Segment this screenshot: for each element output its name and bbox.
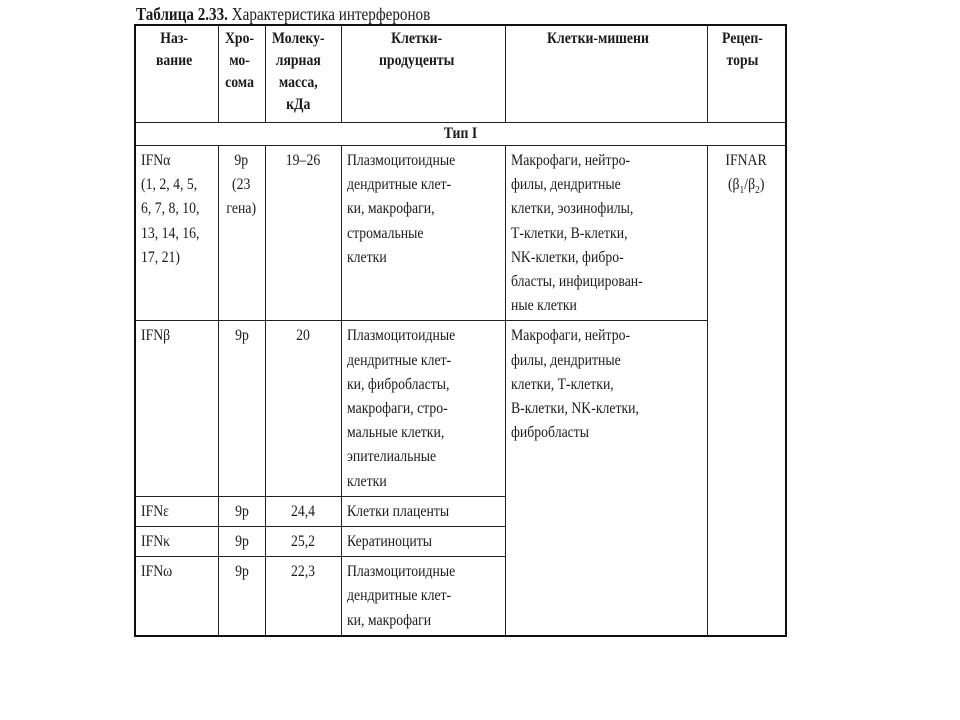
cell-name: IFNε — [135, 496, 218, 526]
cell-mass: 25,2 — [265, 527, 341, 557]
cell-chromosome: 9p (23 гена) — [218, 146, 265, 321]
header-row — [135, 25, 786, 123]
table-row — [135, 321, 786, 496]
cell-mass: 20 — [265, 321, 341, 496]
table-caption — [136, 3, 430, 25]
cell-targets: Макрофаги, нейтро- филы, дендритные клетки, Т-клетки, В-клетки, NK-клетки, фибробласты — [505, 321, 707, 636]
receptor-name: IFNAR — [725, 152, 767, 169]
cell-name: IFNα (1, 2, 4, 5, 6, 7, 8, 10, 13, 14, 16, 17, 21) — [135, 146, 218, 321]
header-mass: Молеку- лярная масса, кДа — [265, 25, 341, 123]
cell-producers: Плазмоцитоидные дендритные клет- ки, макрофаги, стромальные клетки — [341, 146, 505, 321]
cell-receptors — [707, 146, 786, 636]
cell-chromosome: 9p — [218, 321, 265, 496]
cell-producers: Плазмоцитоидные дендритные клет- ки, фибробласты, макрофаги, стро- мальные клетки, эпителиальные клетки — [341, 321, 505, 496]
cell-chromosome: 9p — [218, 557, 265, 636]
cell-name: IFNβ — [135, 321, 218, 496]
cell-mass: 19–26 — [265, 146, 341, 321]
header-receptors: Рецеп- торы — [707, 25, 786, 123]
header-chromosome: Хро- мо- сома — [218, 25, 265, 123]
type-label: Тип I — [135, 123, 786, 146]
cell-chromosome: 9p — [218, 496, 265, 526]
type-row — [135, 123, 786, 146]
interferon-table — [134, 24, 787, 637]
cell-mass: 22,3 — [265, 557, 341, 636]
table-title: Характеристика интерферонов — [231, 4, 431, 24]
cell-producers: Клетки плаценты — [341, 496, 505, 526]
cell-chromosome: 9p — [218, 527, 265, 557]
cell-name: IFNκ — [135, 527, 218, 557]
receptor-subunits: $(\beta_1/\beta_2)$ — [728, 176, 765, 197]
cell-targets: Макрофаги, нейтро- филы, дендритные клетки, эозинофилы, Т-клетки, В-клетки, NK-клетки, фибро- бласты, инфицирован- ные клетки — [505, 146, 707, 321]
header-targets: Клетки-мишени — [505, 25, 707, 123]
table-number: Таблица 2.33. — [136, 4, 228, 24]
cell-mass: 24,4 — [265, 496, 341, 526]
cell-producers: Плазмоцитоидные дендритные клет- ки, макрофаги — [341, 557, 505, 636]
cell-name: IFNω — [135, 557, 218, 636]
cell-producers: Кератиноциты — [341, 527, 505, 557]
header-name: Наз- вание — [135, 25, 218, 123]
table-row — [135, 146, 786, 321]
header-producers: Клетки- продуценты — [341, 25, 505, 123]
